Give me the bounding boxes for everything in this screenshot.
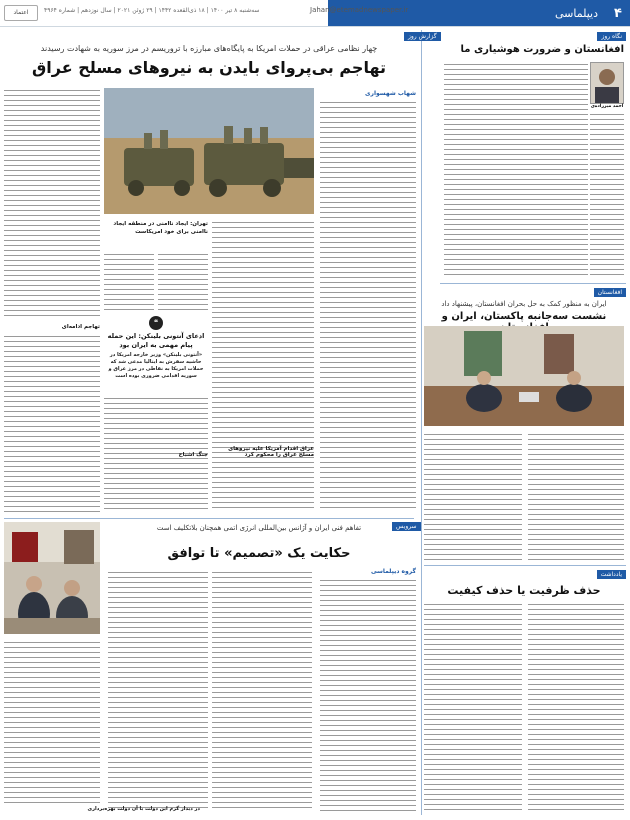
quote-icon: ❝ xyxy=(149,316,163,330)
iraq-military-photo xyxy=(104,88,314,214)
iraq-kicker: چهار نظامی عراقی در حملات امریکا به پایگاه‌های مبارزه با تروریسم در مرز سوریه به شهادت رسیدند xyxy=(40,44,378,53)
iaea-body-col2 xyxy=(212,570,312,812)
iraq-headline: تهاجم بی‌پروای بایدن به نیروهای مسلح عراق xyxy=(31,58,387,77)
iaea-tag: سرویس xyxy=(392,522,421,531)
author-name: احمد میرزاده‌ی xyxy=(590,104,624,109)
capacity-headline: حذف ظرفیت یا حذف کیفیت xyxy=(447,584,601,597)
iraq-photo-caption: تهران: ایجاد ناامنی در منطقه ایجاد ناامنی برای خود امریکاست xyxy=(113,221,208,235)
trilateral-headline: نشست سه‌جانبه پاکستان، ایران و xyxy=(441,311,607,322)
trilateral-kicker: ایران به منظور کمک به حل بحران افغانستان، پیشنهاد داد xyxy=(441,300,607,308)
pull-quote-title: ادعای آنتونی بلینکن: این حمله پیام مهمی به ایران بود xyxy=(107,332,205,349)
trilateral-photo xyxy=(424,326,624,426)
section-email[interactable]: Jahan@etemadnewspaper.ir xyxy=(310,6,409,14)
page-header xyxy=(0,0,630,27)
iaea-body-col3 xyxy=(108,570,208,812)
iraq-body-col2 xyxy=(212,220,314,512)
iraq-photo-caption-box xyxy=(104,220,208,250)
trilateral-body-2 xyxy=(424,432,522,560)
capacity-tag: یادداشت xyxy=(597,570,626,579)
capacity-body-1 xyxy=(528,602,624,812)
dateline: سه‌شنبه ۸ تیر ۱۴۰۰ | ۱۸ ذی‌القعده ۱۴۴۲ | ۲۹ ژوئن ۲۰۲۱ | سال نوزدهم | شماره ۴۹۶۴ xyxy=(44,7,260,14)
author-photo xyxy=(590,62,624,104)
iaea-kicker: تفاهم فنی ایران و آژانس بین‌المللی انرژی اتمی همچنان بلاتکلیف است xyxy=(156,524,362,532)
iraq-body-col4-top xyxy=(104,252,154,312)
section-title: دیپلماسی xyxy=(328,0,606,26)
iaea-body-col4 xyxy=(4,640,100,804)
iraq-body-col3-top xyxy=(158,252,208,312)
afghan-body-1 xyxy=(444,62,588,278)
trilateral-body-1 xyxy=(528,432,624,560)
newspaper-logo: اعتماد xyxy=(4,5,38,21)
afghan-tag: نگاه روز xyxy=(597,32,626,41)
iaea-body-col1 xyxy=(320,578,416,812)
iaea-byline: گروه دیپلماسی xyxy=(370,568,416,575)
iraq-body-col6 xyxy=(4,334,100,512)
afghan-body-2 xyxy=(590,112,624,278)
footer-line: در دیدار گرم این دولت با آن دولت بهره‌برداری xyxy=(87,806,200,812)
page-number: ۴ xyxy=(606,0,630,26)
iraq-body-col5 xyxy=(4,88,100,318)
iraq-tag: گزارش روز xyxy=(404,32,441,41)
pull-quote-text: «آنتونی بلینکن» وزیر خارجه امریکا در حاشیه سفرش به ایتالیا مدعی شد که حملات امریکا به نقاطی در مرز عراق و سوریه اقدامی ضروری بوده است xyxy=(108,352,204,379)
iraq-body-col1 xyxy=(320,100,416,512)
afghan-headline: افغانستان و ضرورت هوشیاری ما xyxy=(460,44,624,55)
pull-quote xyxy=(104,316,208,392)
iraq-byline: شهاب شهسواری xyxy=(365,90,416,97)
iraq-subhead-2: جنگ اشباح xyxy=(178,452,208,458)
iraq-subhead-3: تهاجم ادامه‌ای xyxy=(61,324,100,330)
trilateral-tag: افغانستان xyxy=(594,288,626,297)
iaea-headline: حکایت یک «تصمیم» تا توافق xyxy=(167,546,351,561)
capacity-body-2 xyxy=(424,602,522,812)
iaea-photo xyxy=(4,522,100,634)
iraq-subhead-1: عراق اقدام آمریکا علیه نیروهای مسلح عراق را محکوم کرد xyxy=(228,446,314,458)
